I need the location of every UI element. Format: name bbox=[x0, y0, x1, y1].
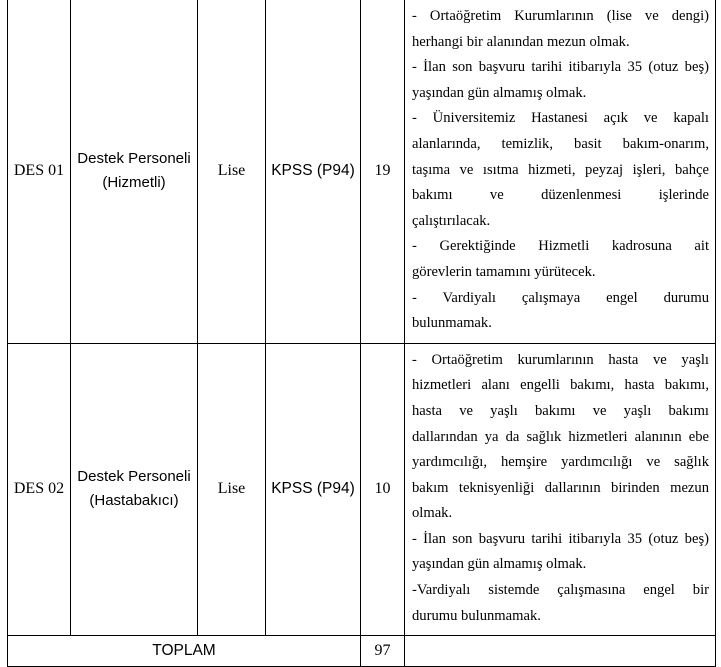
requirement-line: -Vardiyalı sistemde çalışmasına engel bir bbox=[412, 582, 709, 599]
position-title-line: (Hastabakıcı) bbox=[89, 492, 179, 510]
requirement-line: görevlerin tamamını yürütecek. bbox=[412, 263, 596, 280]
requirement-line: taşıma ve ısıtma hizmeti, peyzaj işleri, bahçe bbox=[412, 161, 709, 178]
requirement-line: - Vardiyalı çalışmaya engel durumu bbox=[412, 289, 709, 306]
total-value: 97 bbox=[361, 636, 405, 667]
position-title-line: (Hizmetli) bbox=[102, 174, 166, 192]
position-code: DES 02 bbox=[8, 343, 71, 636]
position-title-line: Destek Personeli bbox=[77, 468, 191, 486]
requirement-line: herhangi bir alanından mezun olmak. bbox=[412, 33, 630, 50]
requirement-line: bulunmamak. bbox=[412, 315, 492, 332]
requirement-line: - İlan son başvuru tarihi itibarıyla 35 (otuz beş) bbox=[412, 59, 709, 76]
staff-positions-table bbox=[7, 0, 716, 667]
position-count: 10 bbox=[361, 343, 405, 636]
exam-type: KPSS (P94) bbox=[266, 343, 361, 636]
education-level: Lise bbox=[198, 343, 266, 636]
requirement-line: çalıştırılacak. bbox=[412, 212, 491, 229]
position-title-line: Destek Personeli bbox=[77, 150, 191, 168]
position-count: 19 bbox=[361, 0, 405, 343]
total-label: TOPLAM bbox=[8, 636, 361, 667]
requirement-line: dallarından ya da sağlık hizmetleri alanının ebe bbox=[412, 428, 709, 445]
requirement-line: hizmetleri alanı engelli bakımı, hasta bakımı, bbox=[412, 377, 709, 394]
table-row bbox=[8, 0, 716, 343]
requirement-line: - Ortaöğretim kurumlarının hasta ve yaşlı bbox=[412, 351, 709, 368]
requirement-line: alanlarında, temizlik, basit bakım-onarım, bbox=[412, 135, 709, 152]
requirement-line: yaşından gün almamış olmak. bbox=[412, 556, 587, 573]
position-title bbox=[71, 0, 198, 343]
requirements-cell bbox=[405, 343, 716, 636]
empty-cell bbox=[405, 636, 716, 667]
position-title bbox=[71, 343, 198, 636]
education-level: Lise bbox=[198, 0, 266, 343]
requirement-line: - Gerektiğinde Hizmetli kadrosuna ait bbox=[412, 238, 709, 255]
requirements-cell bbox=[405, 0, 716, 343]
requirement-line: yardımcılığı, hemşire yardımcılığı ve sağlık bbox=[412, 454, 709, 471]
requirement-line: - Ortaöğretim Kurumlarının (lise ve dengi) bbox=[412, 8, 709, 24]
requirement-line: durumu bulunmamak. bbox=[412, 607, 541, 624]
requirement-line: bakım teknisyenliği dallarının birinden mezun bbox=[412, 479, 709, 496]
position-code: DES 01 bbox=[8, 0, 71, 343]
requirement-line: yaşından gün almamış olmak. bbox=[412, 84, 587, 101]
requirement-line: - Üniversitemiz Hastanesi açık ve kapalı bbox=[412, 110, 709, 127]
requirement-line: - İlan son başvuru tarihi itibarıyla 35 (otuz beş) bbox=[412, 530, 709, 547]
requirement-line: bakımı ve düzenlenmesi işlerinde bbox=[412, 187, 709, 204]
exam-type: KPSS (P94) bbox=[266, 0, 361, 343]
requirement-line: olmak. bbox=[412, 505, 453, 522]
requirement-line: hasta ve yaşlı bakımı ve yaşlı bakımı bbox=[412, 402, 709, 419]
total-row bbox=[8, 636, 716, 667]
table-row bbox=[8, 343, 716, 636]
